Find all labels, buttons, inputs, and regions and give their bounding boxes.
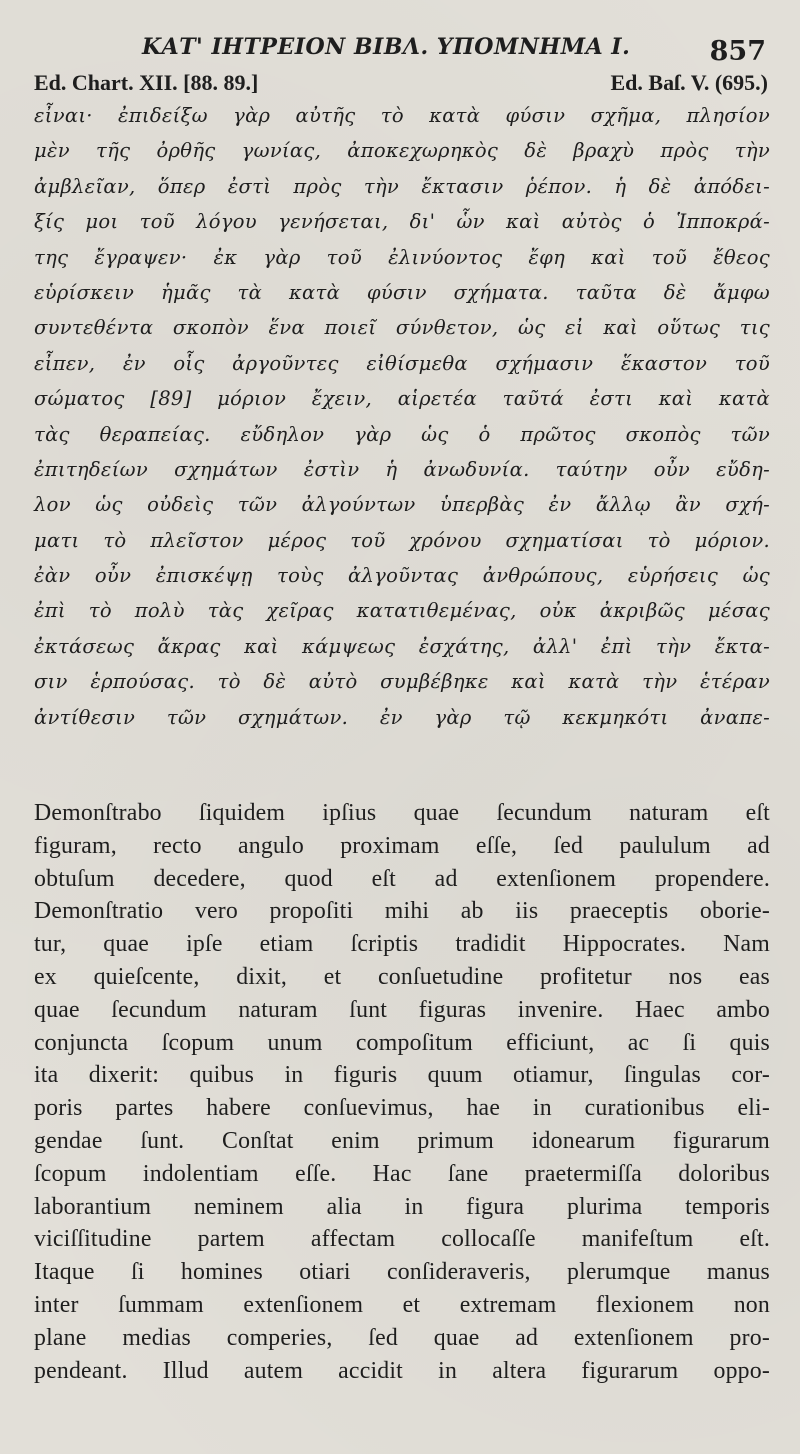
- greek-text-line: ἐπιτηδείων σχημάτων ἐστὶν ἡ ἀνωδυνία. ταύτην οὖν εὔδη-: [34, 457, 770, 481]
- latin-text-line: Itaque ſi homines otiari conſideraveris, plerumque manus: [34, 1259, 770, 1286]
- latin-text-line: laborantium neminem alia in figura plurima temporis: [34, 1193, 770, 1220]
- greek-text-line: μὲν τῆς ὀρθῆς γωνίας, ἀποκεχωρηκὸς δὲ βραχὺ πρὸς τὴν: [34, 139, 770, 163]
- greek-text-line: σιν ἑρπούσας. τὸ δὲ αὐτὸ συμβέβηκε καὶ κατὰ τὴν ἑτέραν: [34, 670, 770, 694]
- greek-text-line: ἐπὶ τὸ πολὺ τὰς χεῖρας κατατιθεμένας, οὐκ ἀκριβῶς μέσας: [34, 599, 770, 623]
- greek-text-line: εἶναι· ἐπιδείξω γὰρ αὐτῆς τὸ κατὰ φύσιν σχῆμα, πλησίον: [34, 104, 770, 127]
- greek-text-line: ἀμβλεῖαν, ὅπερ ἐστὶ πρὸς τὴν ἔκτασιν ῥέπον. ἡ δὲ ἀπόδει-: [34, 174, 770, 198]
- greek-text-line: εἶπεν, ἐν οἷς ἀργοῦντες εἰθίσμεθα σχήμασιν ἕκαστον τοῦ: [34, 351, 770, 375]
- latin-text-line: gendae ſunt. Conſtat enim primum idonearum figurarum: [34, 1128, 770, 1154]
- latin-text-line: plane medias comperies, ſed quae ad extenſionem pro-: [34, 1324, 770, 1351]
- greek-text-line: συντεθέντα σκοπὸν ἕνα ποιεῖ σύνθετον, ὡς εἰ καὶ οὕτως τις: [34, 316, 770, 340]
- greek-text-line: της ἔγραψεν· ἐκ γὰρ τοῦ ἐλινύοντος ἔφη καὶ τοῦ ἔθεος: [34, 245, 770, 269]
- greek-text-line: ἐὰν οὖν ἐπισκέψῃ τοὺς ἀλγοῦντας ἀνθρώπους, εὑρήσεις ὡς: [34, 564, 770, 588]
- latin-text-line: obtuſum decedere, quod eſt ad extenſionem propendere.: [34, 865, 770, 892]
- latin-text-line: ſcopum indolentiam eſſe. Hac ſane praetermiſſa doloribus: [34, 1160, 770, 1187]
- latin-text-line: ex quieſcente, dixit, et conſuetudine profitetur nos eas: [34, 964, 770, 991]
- latin-text-line: quae ſecundum naturam ſunt figuras invenire. Haec ambo: [34, 996, 770, 1023]
- latin-text-line: Demonſtratio vero propoſiti mihi ab iis praeceptis oborie-: [34, 898, 770, 925]
- latin-text-line: inter ſummam extenſionem et extremam flexionem non: [34, 1291, 770, 1318]
- greek-text-line: λον ὡς οὐδεὶς τῶν ἀλγούντων ὑπερβὰς ἐν ἄλλῳ ἂν σχή-: [34, 493, 770, 517]
- running-title: ΚΑΤ' ΙΗΤΡΕΙΟΝ ΒΙΒΛ. ΥΠΟΜΝΗΜΑ Ι.: [142, 34, 631, 60]
- greek-text-line: τὰς θεραπείας. εὔδηλον γὰρ ὡς ὁ πρῶτος σκοπὸς τῶν: [34, 422, 770, 446]
- page-number: 857: [709, 36, 766, 67]
- latin-text-line: viciſſitudine partem affectam collocaſſe manifeſtum eſt.: [34, 1226, 770, 1253]
- latin-text-line: figuram, recto angulo proximam eſſe, ſed paululum ad: [34, 832, 770, 859]
- edition-reference-right: Ed. Baſ. V. (695.): [610, 70, 768, 95]
- latin-text-line: ita dixerit: quibus in figuris quum otiamur, ſingulas cor-: [34, 1062, 770, 1089]
- greek-text-line: ἐκτάσεως ἄκρας καὶ κάμψεως ἐσχάτης, ἀλλ' ἐπὶ τὴν ἔκτα-: [34, 634, 770, 658]
- greek-text-line: ματι τὸ πλεῖστον μέρος τοῦ χρόνου σχηματίσαι τὸ μόριον.: [34, 528, 770, 552]
- greek-text-line: σώματος [89] μόριον ἔχειν, αἱρετέα ταῦτά ἐστι καὶ κατὰ: [34, 387, 770, 411]
- latin-translation-block: [34, 797, 770, 1387]
- edition-reference-left: Ed. Chart. XII. [88. 89.]: [34, 70, 259, 95]
- greek-text-block: [34, 98, 770, 735]
- greek-text-line: εὑρίσκειν ἡμᾶς τὰ κατὰ φύσιν σχήματα. ταῦτα δὲ ἄμφω: [34, 280, 770, 304]
- edition-reference-line: [34, 64, 770, 98]
- latin-text-line: Demonſtrabo ſiquidem ipſius quae ſecundum naturam eſt: [34, 800, 770, 827]
- latin-text-line: poris partes habere conſuevimus, hae in curationibus eli-: [34, 1095, 770, 1122]
- latin-text-line: conjuncta ſcopum unum compoſitum efficiunt, ac ſi quis: [34, 1029, 770, 1056]
- running-head: [34, 18, 770, 67]
- latin-text-line: pendeant. Illud autem accidit in altera figurarum oppo-: [34, 1357, 770, 1384]
- greek-text-line: ξίς μοι τοῦ λόγου γενήσεται, δι' ὧν καὶ αὐτὸς ὁ Ἱπποκρά-: [34, 210, 770, 234]
- greek-text-line: ἀντίθεσιν τῶν σχημάτων. ἐν γὰρ τῷ κεκμηκότι ἀναπε-: [34, 705, 770, 729]
- section-gap: [34, 735, 770, 797]
- latin-text-line: tur, quae ipſe etiam ſcriptis tradidit Hippocrates. Nam: [34, 931, 770, 958]
